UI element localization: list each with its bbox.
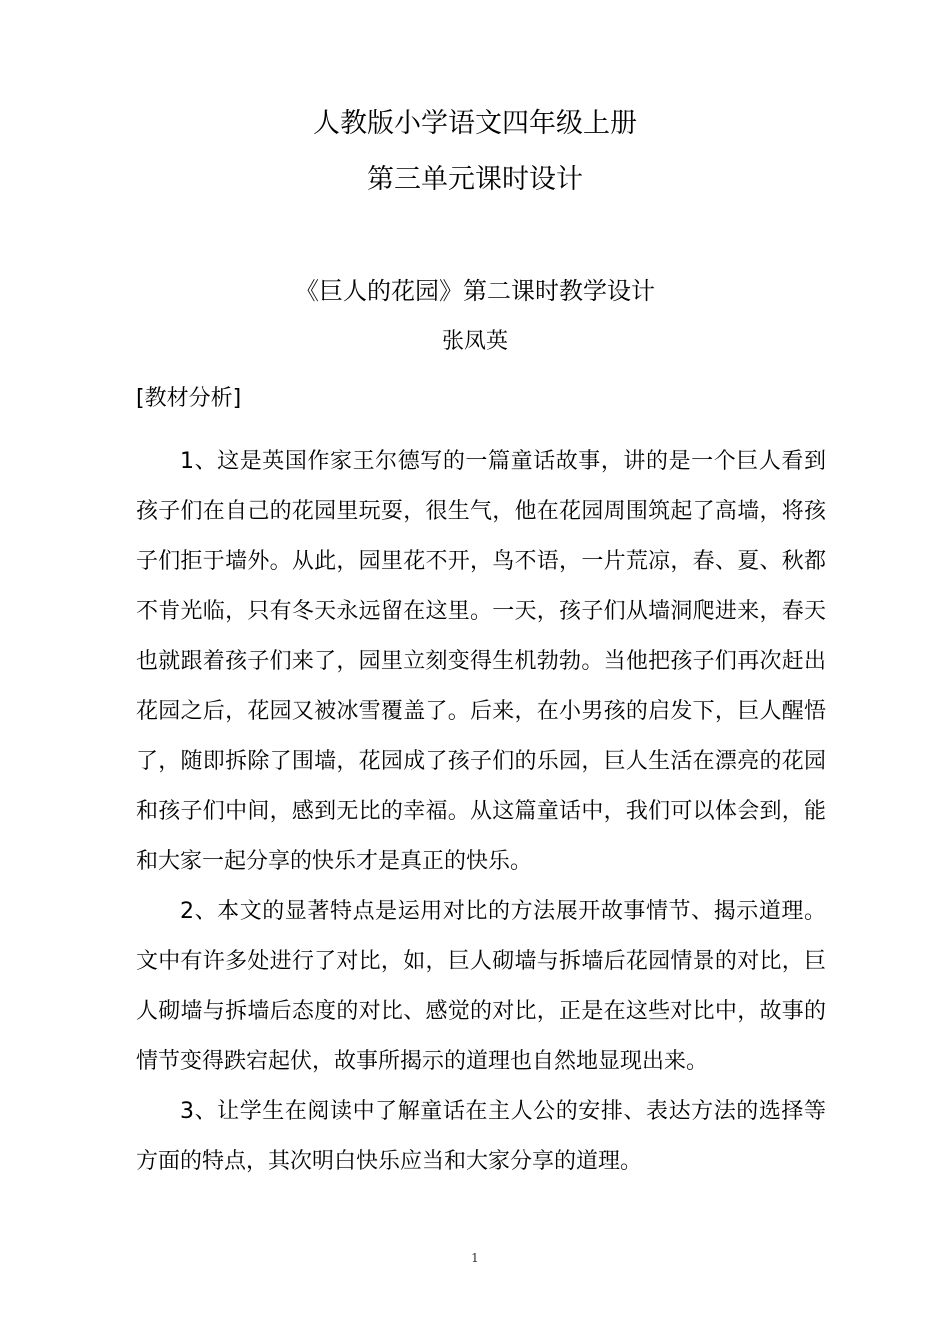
document-title-line1: 人教版小学语文四年级上册: [313, 108, 637, 139]
lesson-title: 《巨人的花园》第二课时教学设计: [295, 277, 655, 305]
document-title-line2: 第三单元课时设计: [367, 164, 583, 195]
paragraph-3: 3、让学生在阅读中了解童话在主人公的安排、表达方法的选择等方面的特点，其次明白快乐应当和大家分享的道理。: [136, 1099, 826, 1174]
author-name: 张凤英: [441, 329, 508, 354]
paragraph-2: 2、本文的显著特点是运用对比的方法展开故事情节、揭示道理。文中有许多处进行了对比，如，巨人砌墙与拆墙后花园情景的对比，巨人砌墙与拆墙后态度的对比、感觉的对比，正是在这些对比中，故事的情节变得跌宕起伏，故事所揭示的道理也自然地显现出来。: [136, 899, 826, 1074]
page-number: 1: [471, 1251, 479, 1265]
section-heading: [教材分析]: [136, 386, 242, 411]
document-body: [136, 437, 826, 1187]
paragraph-1: 1、这是英国作家王尔德写的一篇童话故事，讲的是一个巨人看到孩子们在自己的花园里玩耍，很生气，他在花园周围筑起了高墙，将孩子们拒于墙外。从此，园里花不开，鸟不语，一片荒凉，春、夏、秋都不肯光临，只有冬天永远留在这里。一天，孩子们从墙洞爬进来，春天也就跟着孩子们来了，园里立刻变得生机勃勃。当他把孩子们再次赶出花园之后，花园又被冰雪覆盖了。后来，在小男孩的启发下，巨人醒悟了，随即拆除了围墙，花园成了孩子们的乐园，巨人生活在漂亮的花园和孩子们中间，感到无比的幸福。从这篇童话中，我们可以体会到，能和大家一起分享的快乐才是真正的快乐。: [136, 449, 826, 874]
